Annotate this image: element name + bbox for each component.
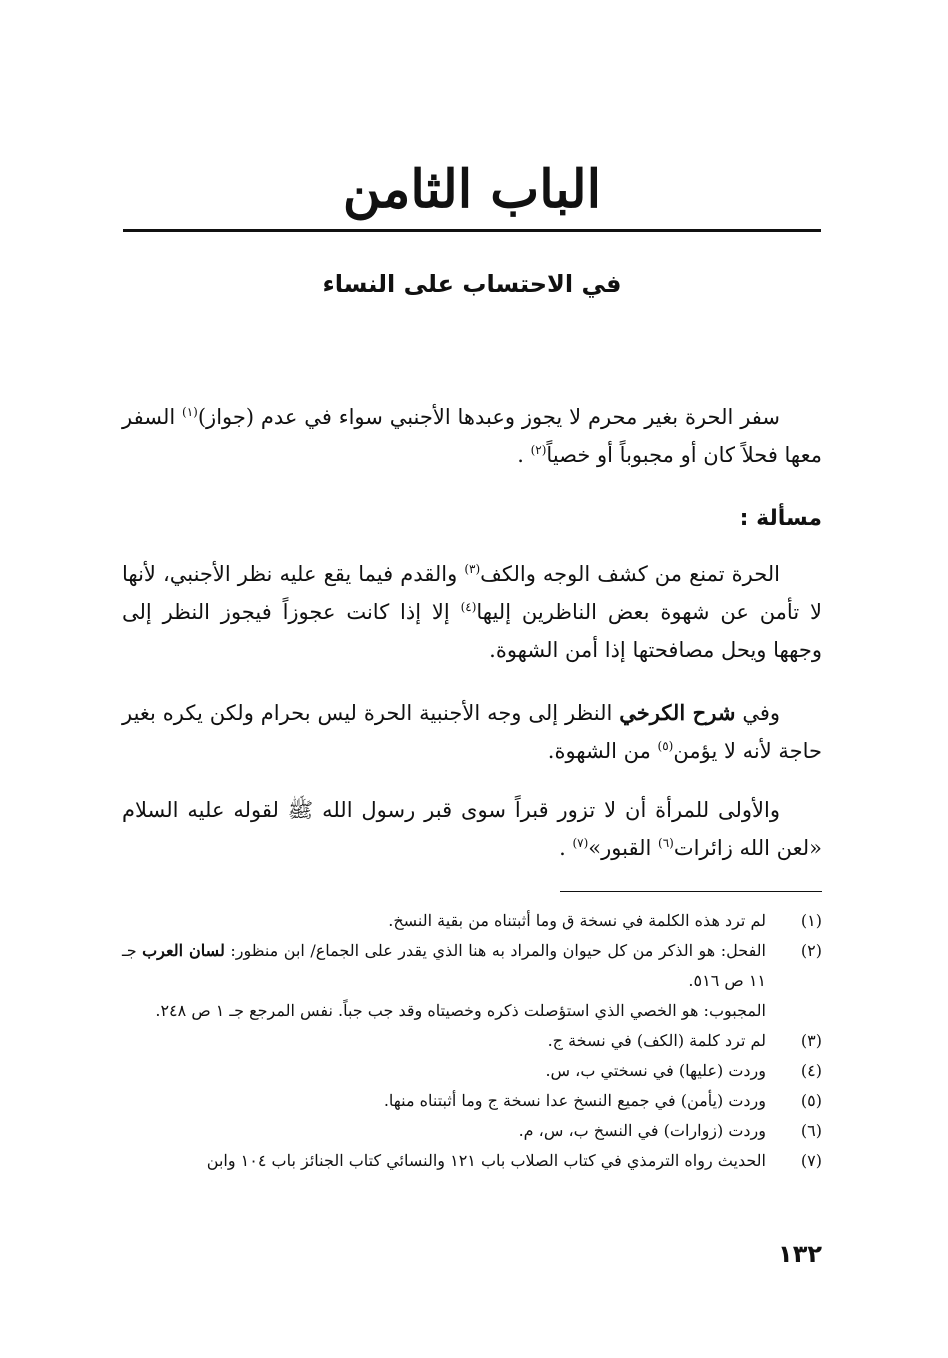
- text-segment: إلا إذا كانت عجوزاً فيجوز النظر إلى وجهها ويحل مصافحتها إذا أمن الشهوة.: [122, 600, 822, 662]
- footnote-text: وردت (زوارات) في النسخ ب، س، م.: [518, 1121, 766, 1140]
- footnote-separator: [560, 891, 822, 892]
- footnote-ref-3[interactable]: (٣): [464, 562, 481, 576]
- paragraph-graves: [122, 791, 822, 867]
- text-segment: والأولى للمرأة أن لا تزور قبراً سوى قبر رسول الله ﷺ لقوله عليه السلام «لعن الله زائرات: [122, 798, 822, 860]
- footnote-number: (٧): [800, 1151, 822, 1170]
- footnote-6: [122, 1116, 822, 1146]
- footnote-4: [122, 1056, 822, 1086]
- footnote-number: (٢): [800, 941, 822, 960]
- footnote-number: (٣): [800, 1031, 822, 1050]
- title-rule: [123, 229, 821, 232]
- footnote-text: لم ترد هذه الكلمة في نسخة ق وما أثبتناه من بقية النسخ.: [388, 911, 766, 930]
- footnote-line: المجبوب: هو الخصي الذي استؤصلت ذكره وخصيتاه وقد جب جباً. نفس المرجع جـ ١ ص ٢٤٨.: [155, 1001, 766, 1020]
- paragraph-travel: [122, 398, 822, 474]
- footnote-number: (٥): [800, 1091, 822, 1110]
- text-segment: من الشهوة.: [547, 739, 658, 763]
- footnote-ref-2[interactable]: (٢): [530, 443, 547, 457]
- chapter-title: الباب الثامن: [342, 159, 602, 220]
- footnote-1: [122, 906, 822, 936]
- chapter-subtitle: في الاحتساب على النساء: [322, 270, 622, 298]
- footnote-text: وردت (عليها) في نسختي ب، س.: [545, 1061, 766, 1080]
- footnote-ref-6[interactable]: (٦): [658, 836, 674, 850]
- paragraph-travel-text: [122, 398, 822, 474]
- footnote-2: [122, 936, 822, 1026]
- footnote-5: [122, 1086, 822, 1116]
- footnote-line: [122, 936, 766, 996]
- footnote-ref-7[interactable]: (٧): [572, 836, 589, 850]
- text-segment: القبور»: [588, 836, 658, 860]
- footnote-text: الحديث رواه الترمذي في كتاب الصلاب باب ١٢١ والنسائي كتاب الجنائز باب ١٠٤ وابن: [206, 1151, 766, 1170]
- book-title-term: شرح الكرخي: [619, 700, 736, 725]
- footnote-number: (٤): [800, 1061, 822, 1080]
- text-segment: وفي: [735, 701, 780, 725]
- page-number: ١٣٢: [778, 1240, 822, 1268]
- text-segment: .: [517, 443, 531, 467]
- paragraph-karkhi: [122, 694, 822, 770]
- paragraph-graves-text: [122, 791, 822, 867]
- footnote-text: وردت (يأمن) في جميع النسخ عدا نسخة ج وما أثبتناه منها.: [383, 1091, 766, 1110]
- text-segment: سفر الحرة بغير محرم لا يجوز وعبدها الأجنبي سواء في عدم (جواز): [197, 405, 780, 429]
- text-segment: الفحل: هو الذكر من كل حيوان والمراد به هنا الذي يقدر على الجماع/ ابن منظور:: [224, 941, 767, 960]
- footnote-number: (٦): [800, 1121, 822, 1140]
- footnotes: [122, 906, 822, 1176]
- text-segment: .: [559, 836, 573, 860]
- footnote-7: [122, 1146, 822, 1176]
- footnote-3: [122, 1026, 822, 1056]
- paragraph-covering-text: [122, 555, 822, 669]
- text-segment: النظر إلى وجه الأجنبية الحرة ليس بحرام ولكن يكره بغير حاجة لأنه لا يؤمن: [122, 701, 822, 763]
- footnote-text: لم ترد كلمة (الكف) في نسخة ج.: [547, 1031, 766, 1050]
- paragraph-covering: [122, 555, 822, 669]
- text-segment: والقدم فيما يقع عليه نظر الأجنبي، لأنها لا تأمن عن شهوة بعض الناظرين إليها: [122, 562, 822, 624]
- issue-heading: مسألة :: [739, 506, 822, 531]
- footnote-ref-1[interactable]: (١): [182, 405, 198, 419]
- text-segment: الحرة تمنع من كشف الوجه والكف: [480, 562, 780, 586]
- footnote-ref-4[interactable]: (٤): [460, 600, 477, 614]
- text-segment: السفر معها فحلاً كان أو مجبوباً أو خصياً: [122, 405, 822, 467]
- footnote-ref-5[interactable]: (٥): [657, 739, 674, 753]
- source-title: لسان العرب: [142, 941, 225, 960]
- footnote-text: [122, 936, 766, 1026]
- paragraph-karkhi-text: [122, 694, 822, 770]
- text-segment: جـ ١١ ص ٥١٦.: [122, 941, 766, 990]
- footnote-number: (١): [800, 911, 822, 930]
